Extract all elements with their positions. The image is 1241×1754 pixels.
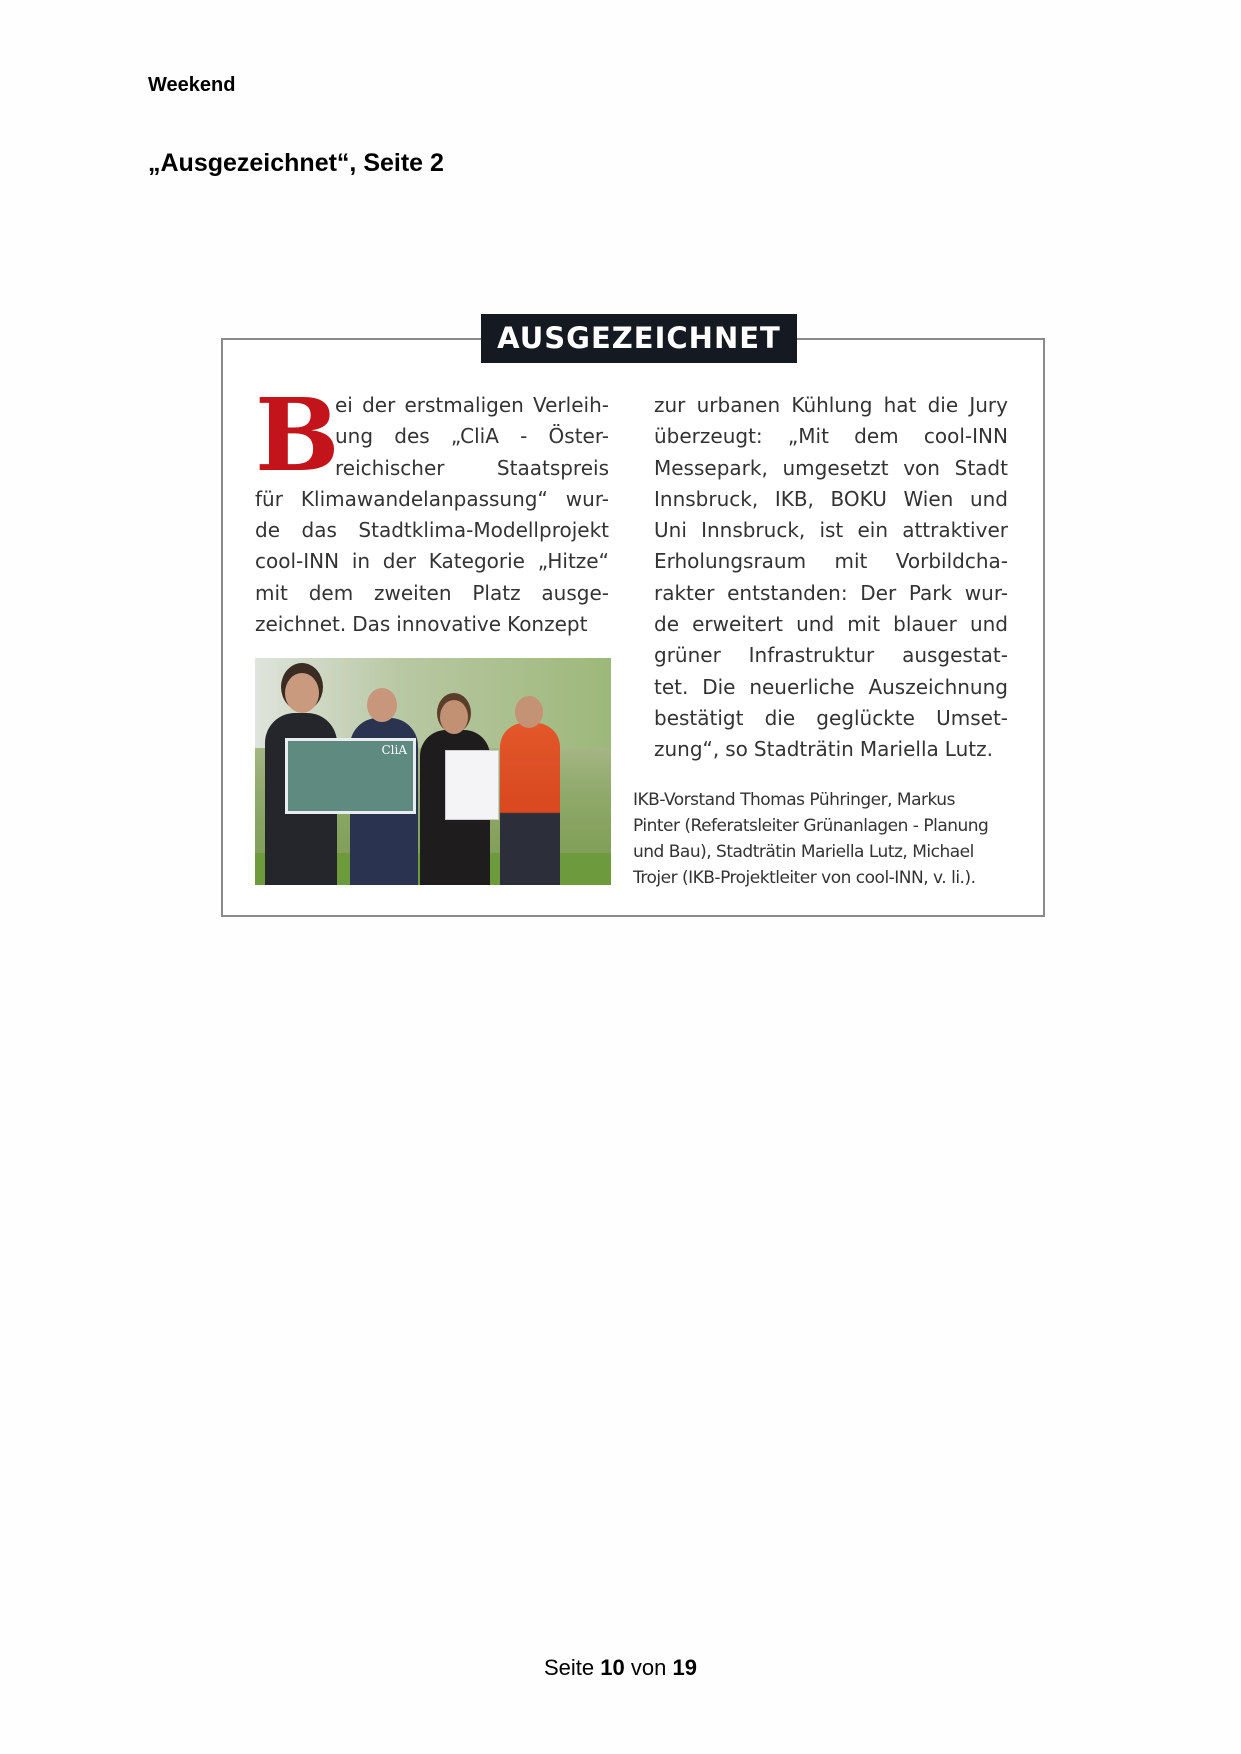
- word: zur: [654, 393, 686, 417]
- word: de: [654, 612, 679, 637]
- word: geglückte: [816, 705, 915, 730]
- word: Umset-: [936, 705, 1008, 730]
- word: Innsbruck,: [701, 518, 806, 543]
- word: hat: [883, 393, 917, 417]
- word: innovative: [396, 612, 502, 637]
- word: Der: [860, 580, 897, 605]
- page-title: „Ausgezeichnet“, Seite 2: [148, 149, 444, 177]
- word: Wien: [903, 486, 954, 511]
- word: und: [796, 612, 835, 637]
- text-line: [255, 578, 609, 609]
- word: Stadt: [954, 455, 1008, 480]
- person-4-head: [515, 696, 543, 728]
- footer-mid: von: [630, 1655, 667, 1680]
- word: Stadtklima-Modellprojekt: [358, 518, 609, 543]
- word: der: [382, 549, 417, 574]
- word: -: [520, 424, 528, 449]
- word: die: [927, 393, 959, 417]
- word: rakter: [654, 580, 715, 605]
- word: Stadträtin: [753, 737, 854, 762]
- text-line: [255, 515, 609, 546]
- text-line: [654, 390, 1008, 421]
- word: dem: [854, 424, 899, 449]
- text-line: [255, 484, 609, 515]
- person-3-head: [440, 700, 468, 734]
- word: urbanen: [696, 393, 781, 417]
- word: Infrastruktur: [748, 643, 875, 668]
- word: die: [764, 705, 796, 730]
- text-line: [335, 453, 609, 484]
- text-line: [654, 578, 1008, 609]
- word: de: [255, 518, 280, 543]
- article-column-right: [654, 390, 1008, 766]
- word: Das: [352, 612, 391, 637]
- word: so: [725, 737, 748, 762]
- word: zeichnet.: [255, 612, 347, 637]
- section-label: Weekend: [148, 74, 236, 96]
- text-line: [335, 421, 609, 452]
- word: ein: [857, 518, 889, 543]
- caption-line: und Bau), Stadträtin Mariella Lutz, Michael: [633, 842, 974, 862]
- word: Verleih-: [533, 393, 609, 417]
- word: Mariella: [859, 737, 939, 762]
- word: cool-INN: [923, 424, 1008, 449]
- drop-cap: B: [255, 376, 340, 494]
- word: Messepark,: [654, 455, 768, 480]
- word: mit: [255, 580, 288, 605]
- photo-caption: [633, 787, 1033, 891]
- word: Auszeichnung: [868, 674, 1008, 699]
- word: ausgestat-: [902, 643, 1008, 668]
- word: Erholungsraum: [654, 549, 807, 574]
- word: das: [301, 518, 337, 543]
- text-line: [654, 609, 1008, 640]
- person-1-head: [285, 673, 319, 713]
- article-column-left: [255, 376, 609, 640]
- caption-line: Pinter (Referatsleiter Grünanlagen - Planung: [633, 816, 989, 836]
- text-line: [255, 546, 609, 577]
- word: dem: [308, 580, 354, 605]
- caption-line: Trojer (IKB-Projektleiter von cool-INN, v. li.).: [633, 868, 976, 888]
- word: erweitert: [692, 612, 784, 637]
- word: Innsbruck,: [654, 486, 759, 511]
- word: Staatspreis: [496, 455, 609, 480]
- word: mit: [847, 612, 881, 637]
- word: Klimawandelanpassung“: [300, 486, 548, 511]
- person-4: [500, 723, 560, 885]
- word: des: [394, 424, 430, 449]
- word: für: [255, 486, 283, 511]
- word: Kategorie: [428, 549, 525, 574]
- word: Öster-: [548, 424, 609, 449]
- text-line: [255, 609, 609, 640]
- word: tet.: [654, 674, 689, 699]
- word: „Hitze“: [537, 549, 609, 574]
- word: Vorbildcha-: [895, 549, 1008, 574]
- page-footer: [0, 1655, 1241, 1681]
- word: cool-INN: [255, 549, 340, 574]
- text-line: [335, 390, 609, 421]
- footer-prefix: Seite: [544, 1655, 595, 1680]
- text-line: [654, 421, 1008, 452]
- word: Park: [908, 580, 953, 605]
- certificate: [445, 750, 499, 820]
- word: ung: [335, 424, 374, 449]
- word: ist: [819, 518, 844, 543]
- word: und: [969, 486, 1008, 511]
- word: Lutz.: [944, 737, 993, 762]
- word: zung“,: [654, 737, 720, 762]
- word: bestätigt: [654, 705, 744, 730]
- word: „CliA: [450, 424, 499, 449]
- footer-total-pages: 19: [672, 1655, 697, 1680]
- cheque-board: [285, 738, 416, 814]
- text-line: [654, 734, 1008, 765]
- word: Uni: [654, 518, 687, 543]
- text-line: [654, 672, 1008, 703]
- word: blauer: [893, 612, 957, 637]
- word: überzeugt:: [654, 424, 763, 449]
- text-line: [654, 453, 1008, 484]
- word: ei: [335, 393, 353, 417]
- word: „Mit: [787, 424, 829, 449]
- caption-line: IKB-Vorstand Thomas Pühringer, Markus: [633, 790, 955, 810]
- word: mit: [834, 549, 868, 574]
- word: der: [362, 393, 396, 417]
- word: Konzept: [507, 612, 588, 637]
- person-2-head: [367, 688, 397, 722]
- text-line: [654, 484, 1008, 515]
- article-photo: [255, 658, 611, 885]
- cheque-logo: CliA: [381, 743, 407, 757]
- word: BOKU: [830, 486, 887, 511]
- text-line: [654, 703, 1008, 734]
- word: Kühlung: [791, 393, 873, 417]
- word: neuerliche: [749, 674, 855, 699]
- word: Die: [702, 674, 736, 699]
- word: wur-: [565, 486, 609, 511]
- word: grüner: [654, 643, 721, 668]
- word: zweiten: [374, 580, 452, 605]
- word: IKB,: [774, 486, 814, 511]
- word: und: [969, 612, 1008, 637]
- text-line: [654, 640, 1008, 671]
- word: von: [903, 455, 940, 480]
- word: entstanden:: [727, 580, 848, 605]
- word: umgesetzt: [782, 455, 889, 480]
- text-line: [654, 515, 1008, 546]
- word: erstmaligen: [404, 393, 524, 417]
- text-line: [654, 546, 1008, 577]
- word: in: [351, 549, 371, 574]
- word: attraktiver: [902, 518, 1008, 543]
- footer-page-number: 10: [600, 1655, 625, 1680]
- article-badge: AUSGEZEICHNET: [481, 314, 797, 363]
- word: wur-: [964, 580, 1008, 605]
- word: Jury: [969, 393, 1008, 417]
- word: reichischer: [335, 455, 445, 480]
- word: ausge-: [541, 580, 609, 605]
- word: Platz: [472, 580, 521, 605]
